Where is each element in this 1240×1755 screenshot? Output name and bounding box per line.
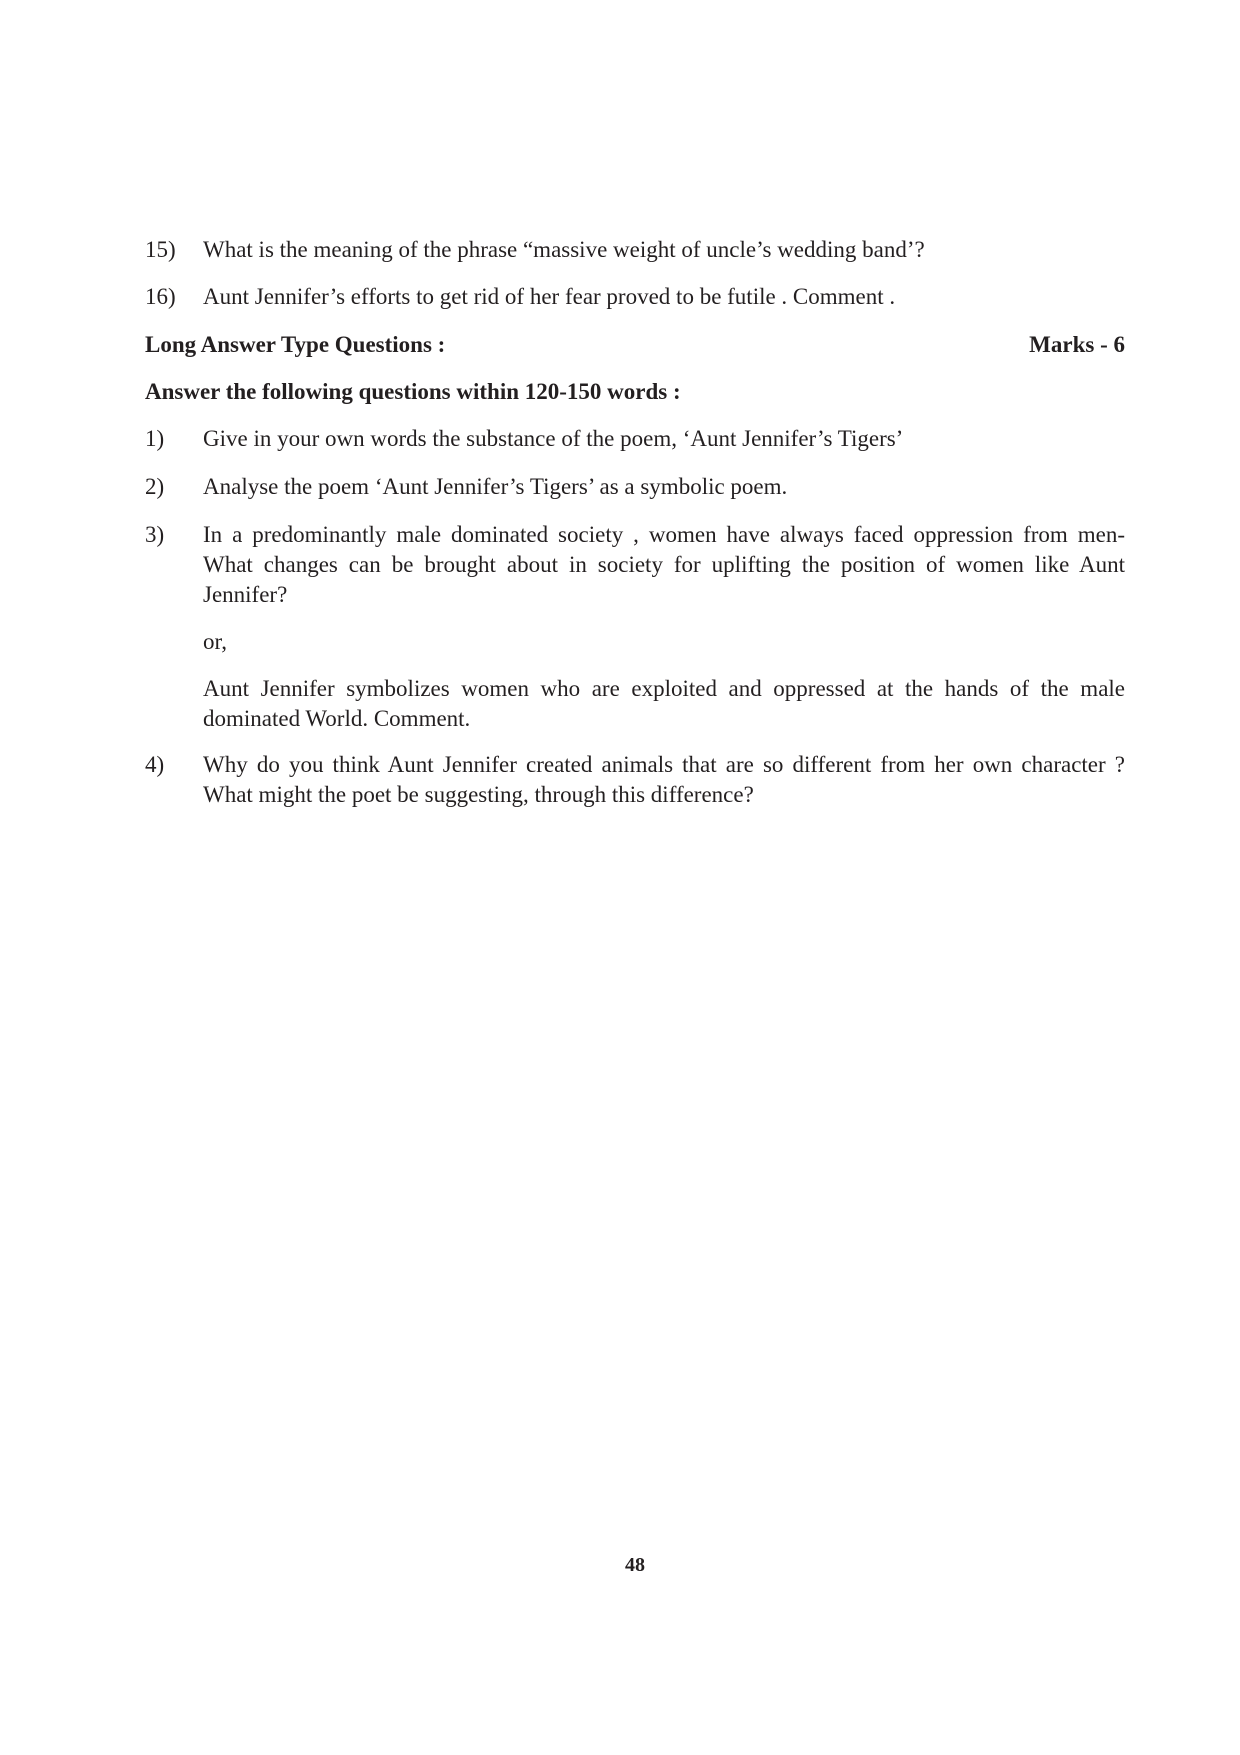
long-question-2	[145, 472, 1125, 502]
question-text: Aunt Jennifer’s efforts to get rid of her fear proved to be futile . Comment .	[203, 284, 896, 309]
question-number: 4)	[145, 752, 165, 777]
or-label: or,	[203, 629, 227, 654]
question-text: In a predominantly male dominated society , women have always faced oppression from men- What changes can be brought about in society for uplifting the position of women like Aunt Jennifer?	[203, 522, 1125, 607]
alternative-question-text: Aunt Jennifer symbolizes women who are exploited and oppressed at the hands of the male dominated World. Comment.	[203, 676, 1125, 731]
page-number: 48	[625, 1554, 645, 1576]
question-15	[145, 235, 1125, 265]
long-question-1	[145, 424, 1125, 454]
section-heading-row	[145, 330, 1125, 360]
question-number: 1)	[145, 426, 165, 451]
question-text: What is the meaning of the phrase “massive weight of uncle’s wedding band’?	[203, 237, 925, 262]
question-16	[145, 282, 1125, 312]
long-question-4	[145, 750, 1125, 810]
question-text: Give in your own words the substance of the poem, ‘Aunt Jennifer’s Tigers’	[203, 426, 904, 451]
question-number: 3)	[145, 522, 165, 547]
section-instruction-row	[145, 377, 1125, 407]
question-body	[203, 520, 1125, 734]
question-text: Why do you think Aunt Jennifer created animals that are so different from her own character ? What might the poet be suggesting, through this difference?	[203, 752, 1125, 807]
section-title: Long Answer Type Questions :	[145, 332, 446, 357]
question-number: 16)	[145, 284, 176, 309]
section-instruction: Answer the following questions within 120-150 words :	[145, 379, 681, 404]
question-text: Analyse the poem ‘Aunt Jennifer’s Tigers’ as a symbolic poem.	[203, 474, 788, 499]
question-number: 15)	[145, 237, 176, 262]
question-number: 2)	[145, 474, 165, 499]
document-page	[145, 0, 1125, 1755]
long-question-3	[145, 520, 1125, 734]
section-marks: Marks - 6	[1029, 332, 1125, 357]
